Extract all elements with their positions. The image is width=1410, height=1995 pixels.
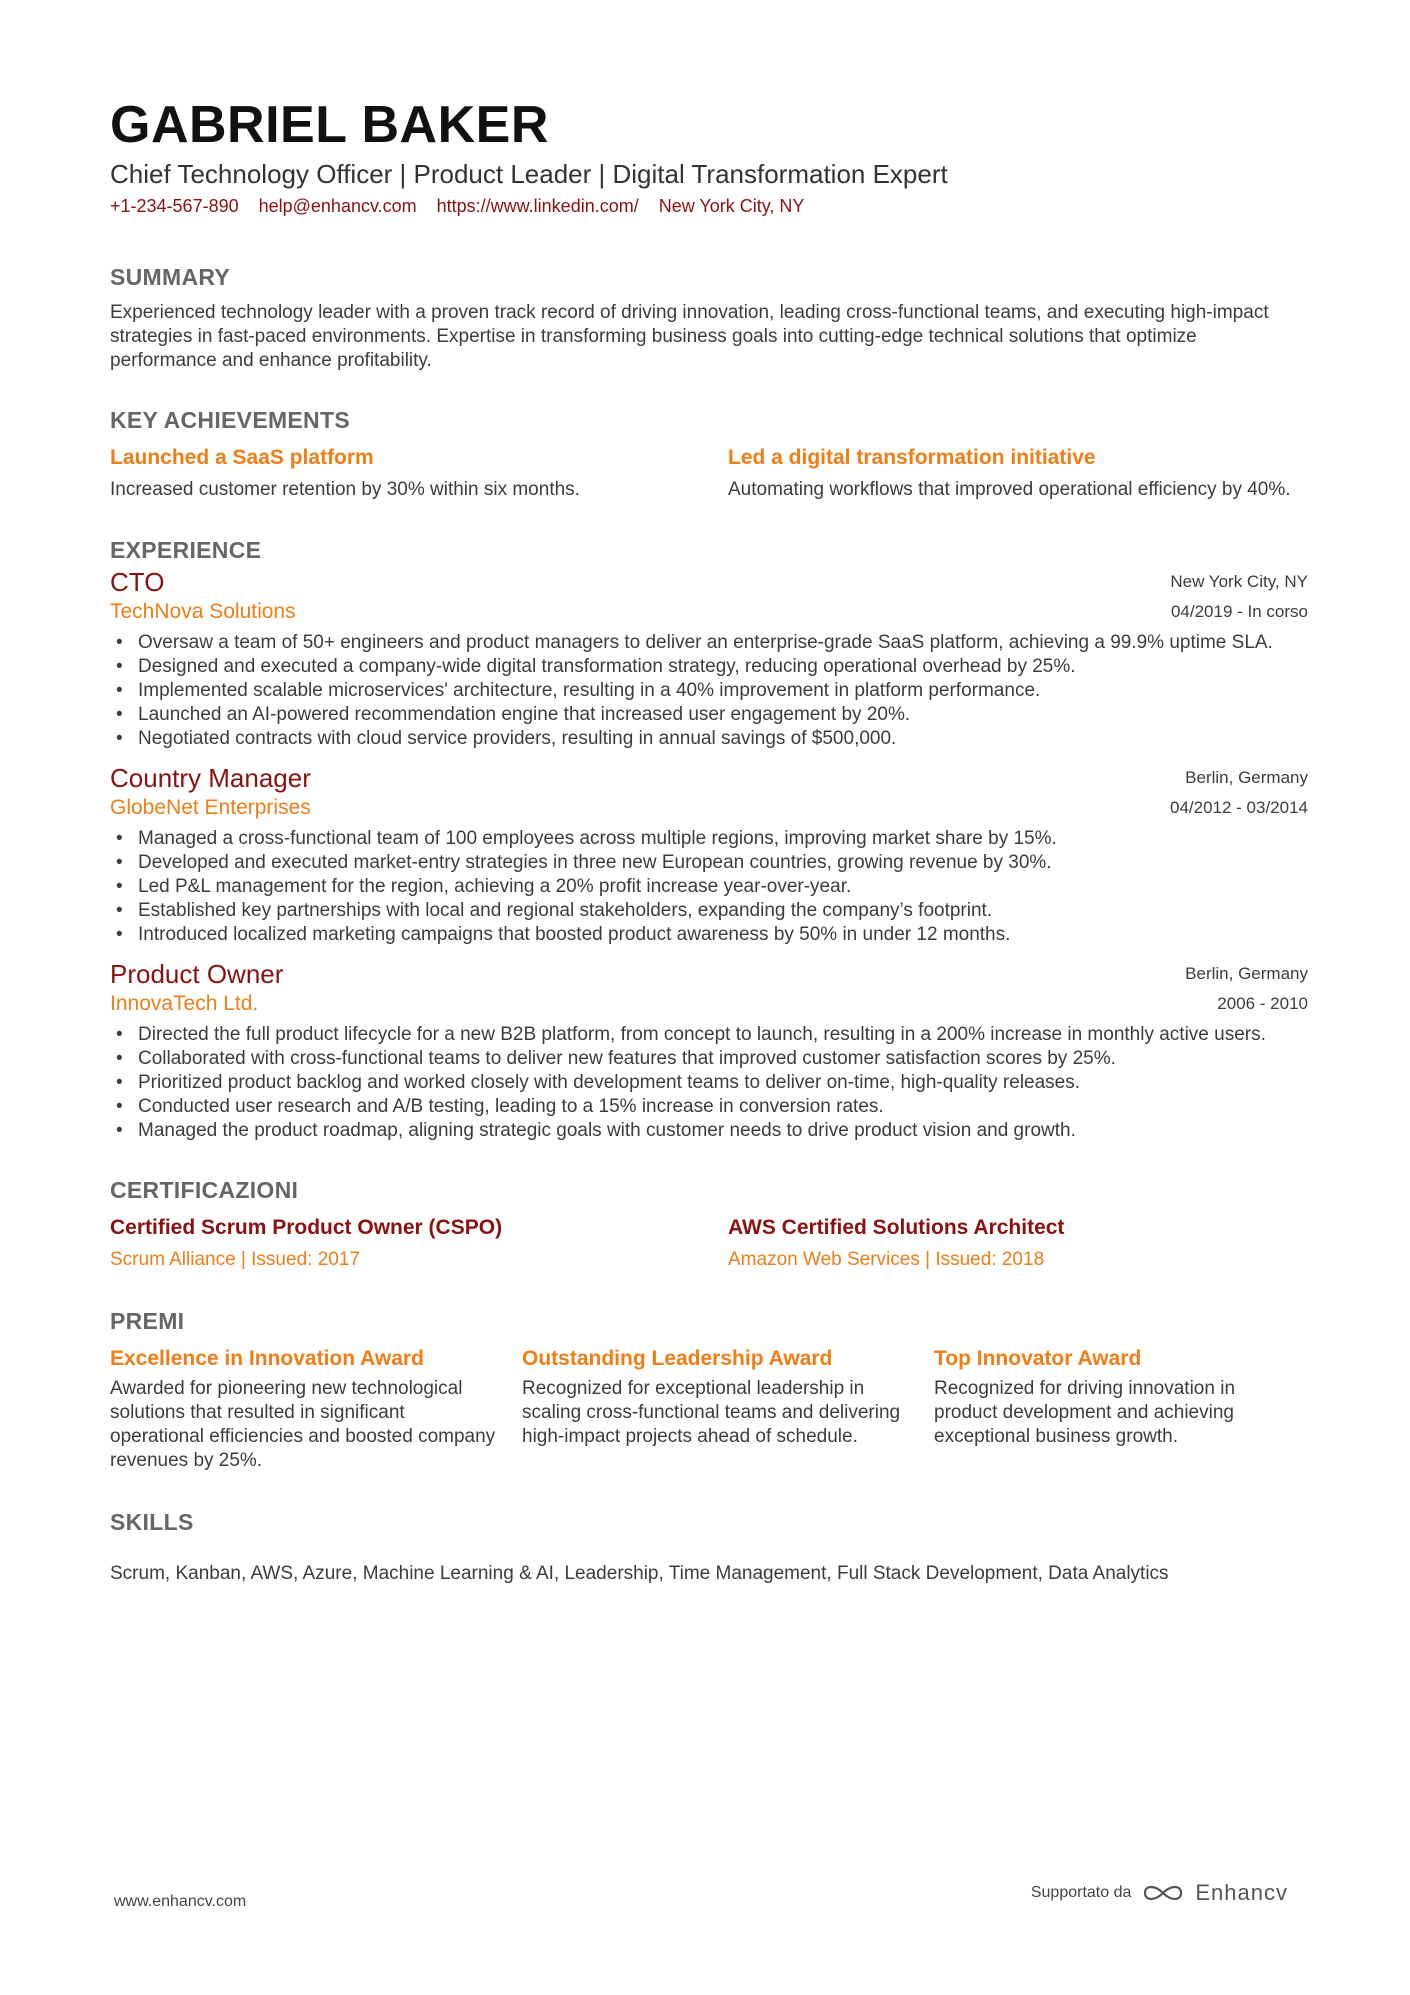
award-text: Recognized for driving innovation in product development and achieving exceptional business growth. (934, 1378, 1236, 1447)
candidate-name: GABRIEL BAKER (110, 96, 549, 154)
awards-section (110, 1306, 1308, 1473)
award-text: Recognized for exceptional leadership in scaling cross-functional teams and delivering high-impact projects ahead of schedule. (522, 1378, 901, 1447)
footer-website-link[interactable]: www.enhancv.com (114, 1893, 247, 1910)
job-bullet: • Launched an AI-powered recommendation engine that increased user engagement by 20%. (110, 703, 1308, 727)
job-bullet: • Directed the full product lifecycle for a new B2B platform, from concept to launch, resulting in a 200% increase in monthly active users. (110, 1023, 1308, 1047)
achievement-text: Increased customer retention by 30% within six months. (110, 479, 580, 500)
experience-section (110, 535, 1308, 1143)
certification-title: AWS Certified Solutions Architect (728, 1216, 1065, 1239)
section-title-skills: SKILLS (110, 1509, 194, 1535)
company-name: InnovaTech Ltd. (110, 992, 259, 1015)
award-title: Outstanding Leadership Award (522, 1347, 833, 1370)
job-bullet: • Collaborated with cross-functional teams to deliver new features that improved customer satisfaction scores by 25%. (110, 1047, 1308, 1071)
certifications-section (110, 1175, 1308, 1273)
phone-link[interactable]: +1-234-567-890 (110, 196, 239, 216)
job-location: Berlin, Germany (1185, 964, 1308, 983)
job-bullets (110, 1023, 1308, 1143)
achievement-item (110, 444, 728, 502)
award-text: Awarded for pioneering new technological solutions that resulted in significant operational efficiencies and boosted company revenues by 25%. (110, 1378, 496, 1471)
section-title-certifications: CERTIFICAZIONI (110, 1177, 299, 1203)
candidate-headline: Chief Technology Officer | Product Leader | Digital Transformation Expert (110, 159, 948, 189)
achievements-section (110, 405, 1308, 502)
section-title-experience: EXPERIENCE (110, 537, 262, 563)
company-name: GlobeNet Enterprises (110, 796, 311, 819)
certification-item (110, 1214, 728, 1273)
job-bullets (110, 631, 1308, 751)
summary-text: Experienced technology leader with a proven track record of driving innovation, leading cross-functional teams, and executing high-impact strategies in fast-paced environments. Expertise in transforming business goals into cutting-edge technical solutions that optimize performance and enhance profitability. (110, 302, 1269, 371)
job-bullet: • Developed and executed market-entry strategies in three new European countries, growing revenue by 30%. (110, 851, 1308, 875)
achievement-item (728, 444, 1308, 502)
job-bullet: • Negotiated contracts with cloud service providers, resulting in annual savings of $500,000. (110, 727, 1308, 751)
job-entry (110, 567, 1308, 751)
job-location: Berlin, Germany (1185, 768, 1308, 787)
achievement-text: Automating workflows that improved operational efficiency by 40%. (728, 479, 1291, 500)
footer-branding (1031, 1880, 1288, 1906)
award-title: Excellence in Innovation Award (110, 1347, 424, 1370)
award-title: Top Innovator Award (934, 1347, 1142, 1370)
award-item (522, 1345, 934, 1473)
section-title-awards: PREMI (110, 1308, 185, 1334)
job-bullet: • Managed the product roadmap, aligning strategic goals with customer needs to drive product vision and growth. (110, 1119, 1308, 1143)
certification-item (728, 1214, 1308, 1273)
job-location: New York City, NY (1170, 572, 1308, 591)
brand-name: Enhancv (1195, 1880, 1288, 1905)
job-title: CTO (110, 567, 165, 597)
job-title: Country Manager (110, 763, 311, 793)
job-bullet: • Introduced localized marketing campaigns that boosted product awareness by 50% in under 12 months. (110, 923, 1308, 947)
job-dates: 04/2019 - In corso (1170, 602, 1308, 621)
summary-section (110, 262, 1308, 373)
job-bullet: • Oversaw a team of 50+ engineers and product managers to deliver an enterprise-grade SaaS platform, achieving a 99.9% uptime SLA. (110, 631, 1308, 655)
job-bullet: • Designed and executed a company-wide digital transformation strategy, reducing operational overhead by 25%. (110, 655, 1308, 679)
section-title-summary: SUMMARY (110, 264, 231, 290)
job-bullet: • Led P&L management for the region, achieving a 20% profit increase year-over-year. (110, 875, 1308, 899)
achievement-title: Led a digital transformation initiative (728, 446, 1096, 469)
skills-section (110, 1507, 1308, 1586)
enhancv-brand[interactable] (1141, 1880, 1288, 1906)
skills-text: Scrum, Kanban, AWS, Azure, Machine Learning & AI, Leadership, Time Management, Full Stack Development, Data Analytics (110, 1563, 1169, 1584)
job-dates: 04/2012 - 03/2014 (1169, 798, 1308, 817)
job-bullet: • Managed a cross-functional team of 100 employees across multiple regions, improving market share by 15%. (110, 827, 1308, 851)
award-item (934, 1345, 1308, 1473)
certification-title: Certified Scrum Product Owner (CSPO) (110, 1216, 503, 1239)
job-title: Product Owner (110, 959, 284, 989)
resume-content (110, 94, 1308, 1586)
email-link[interactable]: help@enhancv.com (258, 196, 417, 216)
company-name: TechNova Solutions (110, 600, 296, 623)
certification-issuer: Amazon Web Services | Issued: 2018 (728, 1249, 1045, 1270)
achievement-title: Launched a SaaS platform (110, 446, 374, 469)
linkedin-link[interactable]: https://www.linkedin.com/ (436, 196, 639, 216)
powered-by-text: Supportato da (1030, 1884, 1132, 1901)
job-entry (110, 959, 1308, 1143)
location-text: New York City, NY (658, 196, 805, 216)
certification-issuer: Scrum Alliance | Issued: 2017 (110, 1249, 360, 1270)
job-dates: 2006 - 2010 (1217, 994, 1308, 1013)
award-item (110, 1345, 522, 1473)
section-title-achievements: KEY ACHIEVEMENTS (110, 407, 350, 433)
job-bullet: • Established key partnerships with local and regional stakeholders, expanding the company’s footprint. (110, 899, 1308, 923)
job-bullet: • Conducted user research and A/B testing, leading to a 15% increase in conversion rates. (110, 1095, 1308, 1119)
job-entry (110, 763, 1308, 947)
job-bullets (110, 827, 1308, 947)
job-bullet: • Implemented scalable microservices' architecture, resulting in a 40% improvement in platform performance. (110, 679, 1308, 703)
enhancv-logo-icon (1141, 1880, 1185, 1906)
job-bullet: • Prioritized product backlog and worked closely with development teams to deliver on-time, high-quality releases. (110, 1071, 1308, 1095)
contact-row (110, 194, 1308, 218)
